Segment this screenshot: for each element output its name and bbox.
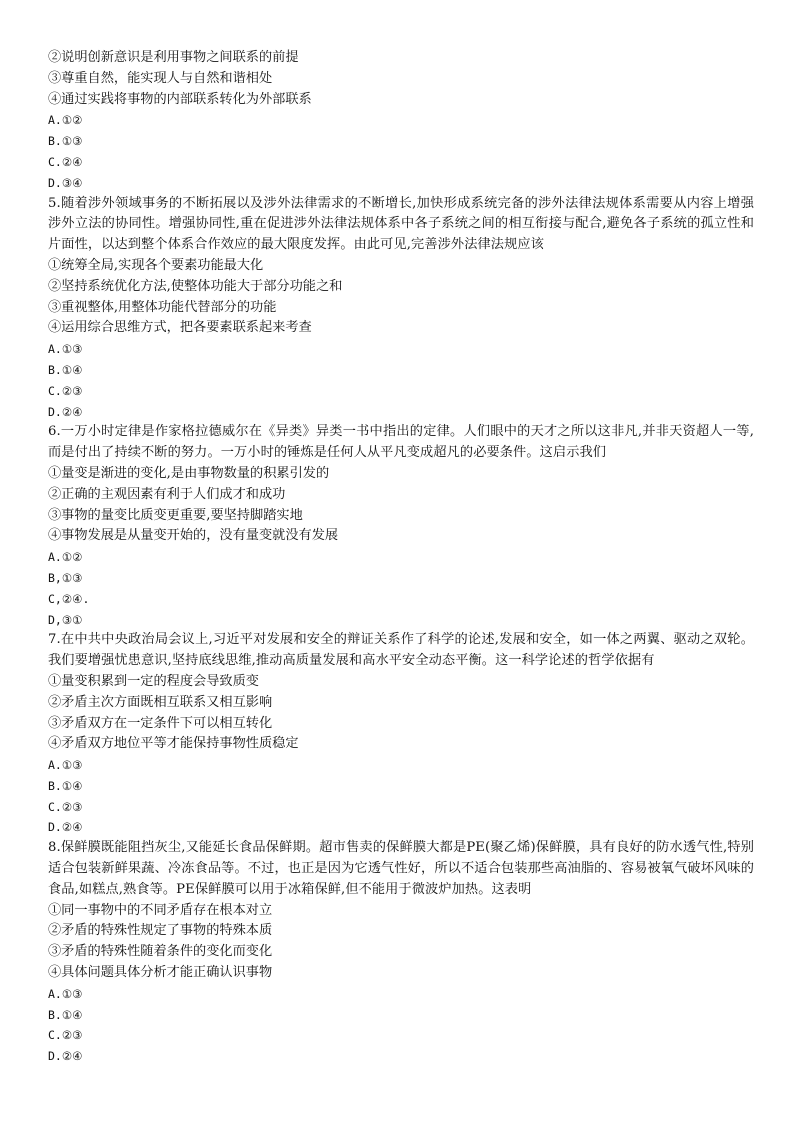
statement-line: ①量变是渐进的变化,是由事物数量的积累引发的 [48, 465, 330, 481]
answer-option: C.②③ [48, 383, 83, 398]
answer-option: A.①③ [48, 342, 83, 357]
question-stem: 7.在中共中央政治局会议上,习近平对发展和安全的辩证关系作了科学的论述,发展和安全，如一体之两翼、驱动之双轮。我们要增强忧患意识,坚持底线思维,推动高质量发展和高水平安全动态平衡。这一科学论述的哲学依据有 [48, 632, 754, 669]
answer-option: B.①④ [48, 1007, 83, 1022]
question-stem: 8.保鲜膜既能阻挡灰尘,又能延长食品保鲜期。超市售卖的保鲜膜大都是PE(聚乙烯)保鲜膜，具有良好的防水透气性,特别适合包装新鲜果蔬、冷冻食品等。不过，也正是因为它透气性好，所以不适合包装那些高油脂的、容易被氧气破坏风味的食品,如糕点,熟食等。PE保鲜膜可以用于冰箱保鲜,但不能用于微波炉加热。这表明 [48, 840, 754, 897]
statement-line: ③重视整体,用整体功能代替部分的功能 [48, 299, 277, 315]
statement-line: ②说明创新意识是利用事物之间联系的前提 [48, 50, 299, 65]
answer-option: D.②④ [48, 1049, 83, 1064]
answer-option: D.③④ [48, 175, 83, 190]
answer-option: C,②④. [48, 591, 90, 606]
statement-line: ④具体问题具体分析才能正确认识事物 [48, 965, 273, 981]
answer-option: A.①② [48, 550, 83, 565]
answer-option: C.②③ [48, 799, 83, 814]
statement-line: ③事物的量变比质变更重要,要坚持脚踏实地 [48, 507, 303, 523]
answer-option: A.①③ [48, 986, 83, 1001]
answer-option: B.①④ [48, 362, 83, 377]
statement-line: ①同一事物中的不同矛盾存在根本对立 [48, 902, 273, 918]
answer-option: C.②④ [48, 154, 83, 169]
statement-line: ①统筹全局,实现各个要素功能最大化 [48, 257, 264, 273]
answer-option: C.②③ [48, 1028, 83, 1043]
statement-line: ④事物发展是从量变开始的，没有量变就没有发展 [48, 528, 339, 544]
statement-line: ②坚持系统优化方法,使整体功能大于部分功能之和 [48, 278, 343, 294]
answer-option: D.②④ [48, 820, 83, 835]
statement-line: ②矛盾主次方面既相互联系又相互影响 [48, 694, 273, 710]
statement-line: ④矛盾双方地位平等才能保持事物性质稳定 [48, 736, 299, 752]
statement-line: ③矛盾双方在一定条件下可以相互转化 [48, 715, 273, 731]
answer-option: B.①④ [48, 778, 83, 793]
answer-option: A.①② [48, 113, 83, 128]
answer-option: D.②④ [48, 404, 83, 419]
answer-option: B,①③ [48, 570, 83, 585]
answer-option: B.①③ [48, 134, 83, 149]
statement-line: ②正确的主观因素有利于人们成才和成功 [48, 486, 286, 502]
statement-line: ③矛盾的特殊性随着条件的变化而变化 [48, 944, 273, 960]
statement-line: ①量变积累到一定的程度会导致质变 [48, 673, 259, 689]
question-stem: 5.随着涉外领域事务的不断拓展以及涉外法律需求的不断增长,加快形成系统完备的涉外法律法规体系需要从内容上增强涉外立法的协同性。增强协同性,重在促进涉外法律法规体系中各子系统之间的相互衔接与配合,避免各子系统的孤立性和片面性，以达到整个体系合作效应的最大限度发挥。由此可见,完善涉外法律法规应该 [48, 195, 754, 253]
answer-option: A.①③ [48, 758, 83, 773]
document-page [48, 48, 754, 1067]
statement-line: ③尊重自然，能实现人与自然和谐相处 [48, 70, 273, 86]
question-stem: 6.一万小时定律是作家格拉德威尔在《异类》异类一书中指出的定律。人们眼中的天才之所以这非凡,并非天资超人一等,而是付出了持续不断的努力。一万小时的锤炼是任何人从平凡变成超凡的必要条件。这启示我们 [48, 424, 754, 461]
statement-line: ②矛盾的特殊性规定了事物的特殊本质 [48, 923, 273, 939]
statement-line: ④运用综合思维方式，把各要素联系起来考查 [48, 320, 312, 336]
answer-option: D,③① [48, 612, 83, 627]
statement-line: ④通过实践将事物的内部联系转化为外部联系 [48, 91, 312, 107]
